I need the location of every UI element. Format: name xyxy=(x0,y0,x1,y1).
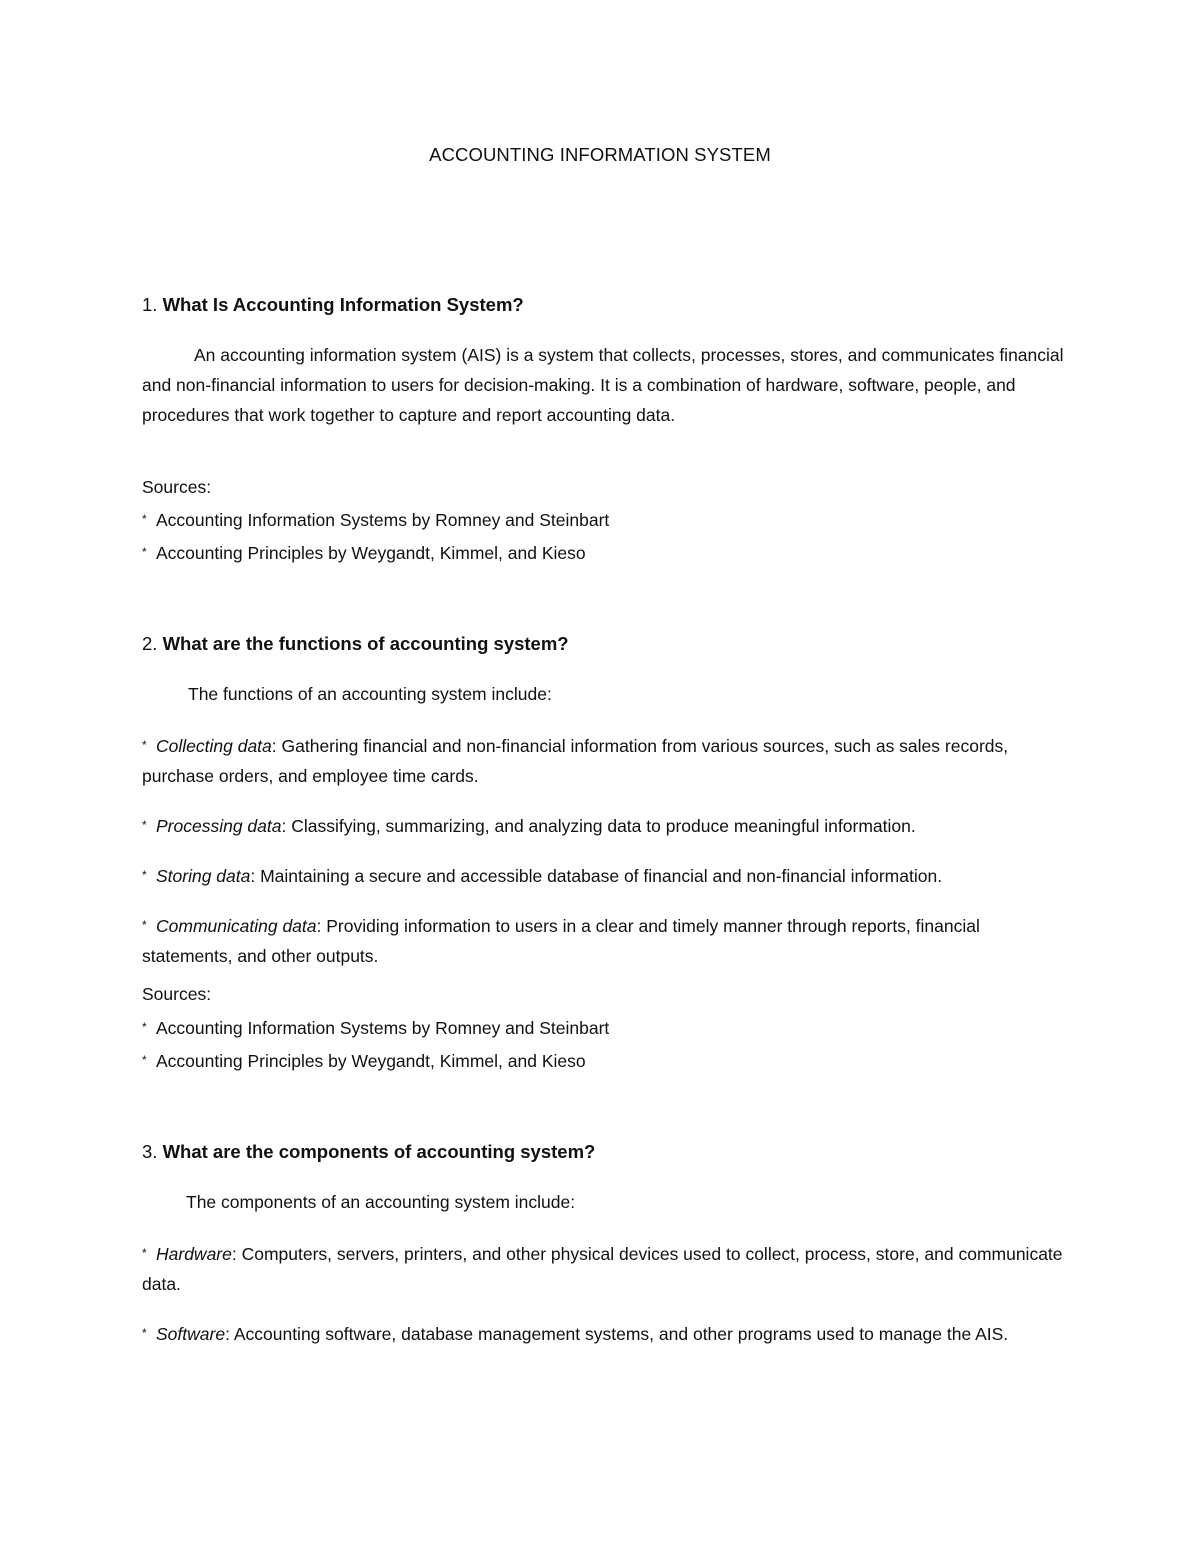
item-term: Communicating data xyxy=(156,916,317,936)
section-3-intro: The components of an accounting system include: xyxy=(186,1192,576,1212)
function-item xyxy=(142,860,1072,891)
component-item xyxy=(142,1318,1072,1349)
source-item: * Accounting Information Systems by Romney and Steinbart xyxy=(142,504,1072,535)
item-description: : Providing information to users in a clear and timely manner through reports, financial statements, and other outputs. xyxy=(142,916,980,966)
item-description: : Classifying, summarizing, and analyzing data to produce meaningful information. xyxy=(281,816,916,836)
bullet-icon: * xyxy=(142,1053,147,1067)
function-item xyxy=(142,730,1072,791)
bullet-icon: * xyxy=(142,1326,147,1340)
section-heading-text: What are the functions of accounting system? xyxy=(162,633,569,654)
bullet-icon: * xyxy=(142,1246,147,1260)
bullet-icon: * xyxy=(142,512,147,526)
bullet-icon: * xyxy=(142,1020,147,1034)
item-description: : Computers, servers, printers, and other physical devices used to collect, process, store, and communicate data. xyxy=(142,1244,1063,1294)
function-item xyxy=(142,810,1072,841)
bullet-icon: * xyxy=(142,545,147,559)
function-item xyxy=(142,910,1072,971)
item-description: : Maintaining a secure and accessible database of financial and non-financial information. xyxy=(250,866,943,886)
section-1-sources-label: Sources: xyxy=(142,477,212,497)
source-item: * Accounting Information Systems by Romney and Steinbart xyxy=(142,1012,1072,1043)
item-description: : Gathering financial and non-financial information from various sources, such as sales records, purchase orders, and employee time cards. xyxy=(142,736,1009,786)
section-1-heading xyxy=(142,290,1072,320)
bullet-icon: * xyxy=(142,738,147,752)
source-item: * Accounting Principles by Weygandt, Kimmel, and Kieso xyxy=(142,1045,1072,1076)
section-heading-text: What are the components of accounting system? xyxy=(162,1141,596,1162)
section-3-heading xyxy=(142,1137,1072,1167)
item-term: Software xyxy=(156,1324,226,1344)
bullet-icon: * xyxy=(142,918,147,932)
document-title: ACCOUNTING INFORMATION SYSTEM xyxy=(429,144,771,165)
section-heading-text: What Is Accounting Information System? xyxy=(162,294,524,315)
item-term: Processing data xyxy=(156,816,282,836)
section-2-intro: The functions of an accounting system include: xyxy=(188,684,552,704)
section-number: 3. xyxy=(142,1141,158,1162)
item-term: Storing data xyxy=(156,866,251,886)
section-2-heading xyxy=(142,629,1072,659)
section-number: 1. xyxy=(142,294,158,315)
bullet-icon: * xyxy=(142,868,147,882)
component-item xyxy=(142,1238,1072,1299)
item-term: Hardware xyxy=(156,1244,232,1264)
source-item: * Accounting Principles by Weygandt, Kimmel, and Kieso xyxy=(142,537,1072,568)
section-2-sources-label: Sources: xyxy=(142,984,212,1004)
section-number: 2. xyxy=(142,633,158,654)
section-1-intro: An accounting information system (AIS) is a system that collects, processes, stores, and communicates financial and non-financial information to users for decision-making. It is a combination of hardware, software, people, and procedures that work together to capture and report accounting data. xyxy=(142,345,1064,425)
bullet-icon: * xyxy=(142,818,147,832)
item-term: Collecting data xyxy=(156,736,272,756)
item-description: : Accounting software, database management systems, and other programs used to manage the AIS. xyxy=(225,1324,1009,1344)
